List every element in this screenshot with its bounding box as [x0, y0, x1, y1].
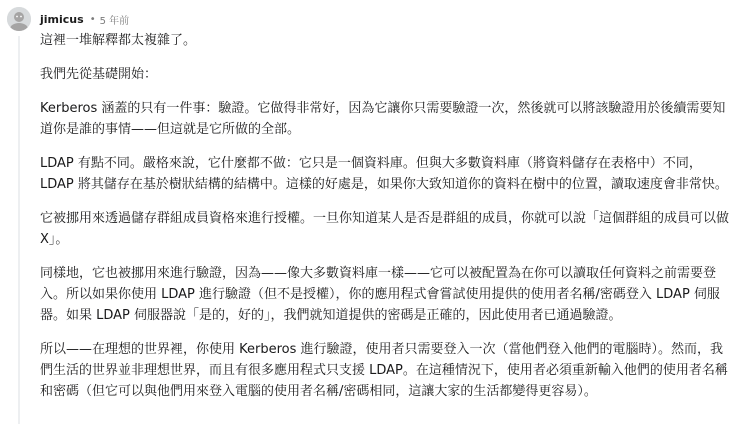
- username-link[interactable]: jimicus: [40, 12, 84, 26]
- comment-paragraph: 我們先從基礎開始：: [40, 67, 158, 82]
- comment-paragraph: 所以——在理想的世界裡，你使用 Kerberos 進行驗證，使用者只需要登入一次（當他們登入他們的電腦時）。然而，我們生活的世界並非理想世界，而且有很多應用程式只支援 LDAP。在這種情況下，使用者必須重新輸入他們的使用者名稱和密碼（但它可以與他們用來登入電腦的使用者名稱/密碼相同，這讓大家的生活都變得更容易）。: [40, 342, 728, 399]
- user-avatar-icon: [7, 7, 31, 31]
- comment-paragraph: 這裡一堆解釋都太複雜了。: [40, 33, 197, 48]
- comment-header: [40, 9, 129, 29]
- meta-separator: •: [89, 13, 96, 25]
- avatar[interactable]: [7, 7, 31, 31]
- comment-body: [40, 30, 730, 415]
- comment-paragraph: 它被挪用來透過儲存群組成員資格來進行授權。一旦你知道某人是否是群組的成員，你就可以說「這個群組的成員可以做 X」。: [40, 211, 730, 247]
- comment-paragraph: Kerberos 涵蓋的只有一件事：驗證。它做得非常好，因為它讓你只需要驗證一次，然後就可以將該驗證用於後續需要知道你是誰的事情——但這就是它所做的全部。: [40, 101, 726, 137]
- timestamp-link[interactable]: 5 年前: [99, 15, 130, 27]
- comment-paragraph: LDAP 有點不同。嚴格來說，它什麼都不做：它只是一個資料庫。但與大多數資料庫（將資料儲存在表格中）不同，LDAP 將其儲存在基於樹狀結構的結構中。這樣的好處是，如果你大致知道你的資料在樹中的位置，讀取速度會非常快。: [40, 156, 728, 192]
- comment-paragraph: 同樣地，它也被挪用來進行驗證，因為——像大多數資料庫一樣——它可以被配置為在你可以讀取任何資料之前需要登入。所以如果你使用 LDAP 進行驗證（但不是授權），你的應用程式會嘗試使用提供的使用者名稱/密碼登入 LDAP 伺服器。如果 LDAP 伺服器說「是的，好的」，我們就知道提供的密碼是正確的，因此使用者已通過驗證。: [40, 266, 720, 323]
- thread-collapse-line[interactable]: [18, 36, 20, 424]
